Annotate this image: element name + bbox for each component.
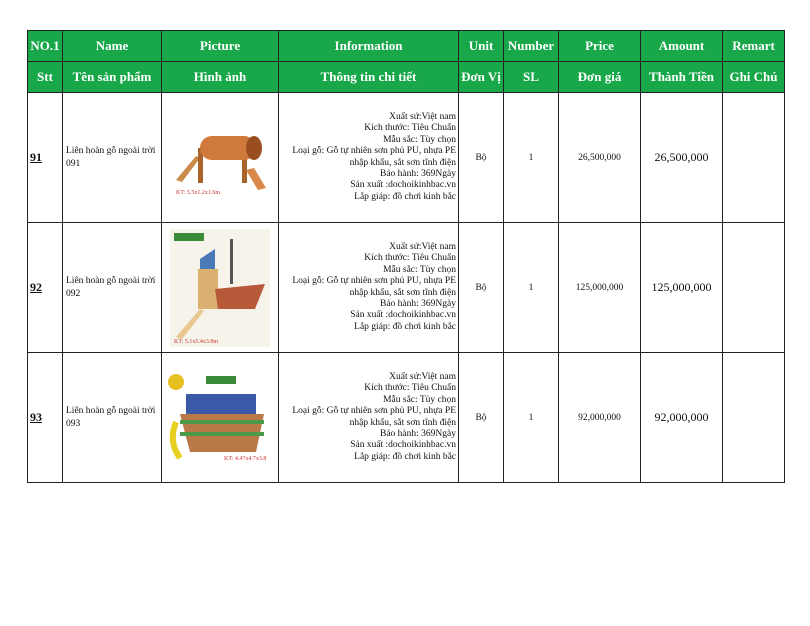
product-picture xyxy=(162,223,279,353)
quantity: 1 xyxy=(504,93,559,223)
unit-price: 125,000,000 xyxy=(559,223,641,353)
info-line: Loại gỗ: Gỗ tự nhiên sơn phủ PU, nhựa PE xyxy=(292,146,456,157)
header-cell: Picture xyxy=(162,31,279,62)
row-number: 92 xyxy=(28,223,63,353)
header-cell: Hình ảnh xyxy=(162,62,279,93)
amount: 26,500,000 xyxy=(641,93,723,223)
info-line: Bảo hành: 369Ngày xyxy=(380,428,456,439)
unit: Bộ xyxy=(459,223,504,353)
info-line: Lắp giáp: đồ chơi kinh bắc xyxy=(354,451,456,462)
info-line: Kích thước: Tiêu Chuẩn xyxy=(364,253,456,264)
quantity: 1 xyxy=(504,353,559,483)
header-cell: Remart xyxy=(723,31,785,62)
header-cell: Thông tin chi tiết xyxy=(279,62,459,93)
picture-caption: KT: 4.47x4.7x3.8 xyxy=(224,455,267,462)
info-line: Bảo hành: 369Ngày xyxy=(380,168,456,179)
unit: Bộ xyxy=(459,93,504,223)
product-table xyxy=(27,30,785,483)
note xyxy=(723,223,785,353)
info-line: Mẫu sắc: Tùy chọn xyxy=(383,394,456,405)
info-line: nhập khẩu, sắt sơn tĩnh điện xyxy=(349,417,456,428)
unit: Bộ xyxy=(459,353,504,483)
product-info xyxy=(279,93,459,223)
info-line: Sản xuất :dochoikinhbac.vn xyxy=(350,440,456,451)
header-cell: Unit xyxy=(459,31,504,62)
row-number: 93 xyxy=(28,353,63,483)
info-line: Kích thước: Tiêu Chuẩn xyxy=(364,383,456,394)
info-line: Kích thước: Tiêu Chuẩn xyxy=(364,123,456,134)
note xyxy=(723,353,785,483)
header-cell: Tên sản phẩm xyxy=(63,62,162,93)
row-number: 91 xyxy=(28,93,63,223)
header-cell: Price xyxy=(559,31,641,62)
table-row xyxy=(28,93,785,223)
info-line: Loại gỗ: Gỗ tự nhiên sơn phủ PU, nhựa PE xyxy=(292,406,456,417)
product-name: Liên hoàn gỗ ngoài trời 091 xyxy=(63,93,162,223)
amount: 125,000,000 xyxy=(641,223,723,353)
header-cell: Name xyxy=(63,31,162,62)
header-row-vi xyxy=(28,62,785,93)
unit-price: 92,000,000 xyxy=(559,353,641,483)
header-cell: Number xyxy=(504,31,559,62)
amount: 92,000,000 xyxy=(641,353,723,483)
product-name: Liên hoàn gỗ ngoài trời 093 xyxy=(63,353,162,483)
info-line: Lắp giáp: đồ chơi kinh bắc xyxy=(354,321,456,332)
info-line: Xuất sứ:Việt nam xyxy=(389,371,456,382)
header-cell: Thành Tiền xyxy=(641,62,723,93)
product-name: Liên hoàn gỗ ngoài trời 092 xyxy=(63,223,162,353)
picture-caption: KT: 5.1x5.4x3.8m xyxy=(174,338,219,345)
header-cell: Ghi Chú xyxy=(723,62,785,93)
info-line: Bảo hành: 369Ngày xyxy=(380,298,456,309)
header-cell: Đơn giá xyxy=(559,62,641,93)
table-row xyxy=(28,353,785,483)
product-picture xyxy=(162,353,279,483)
unit-price: 26,500,000 xyxy=(559,93,641,223)
info-line: Xuất sứ:Việt nam xyxy=(389,111,456,122)
info-line: nhập khẩu, sắt sơn tĩnh điện xyxy=(349,157,456,168)
header-cell: SL xyxy=(504,62,559,93)
product-info xyxy=(279,353,459,483)
product-info xyxy=(279,223,459,353)
table-row xyxy=(28,223,785,353)
info-line: Sản xuất :dochoikinhbac.vn xyxy=(350,180,456,191)
header-row-en xyxy=(28,31,785,62)
header-cell: Amount xyxy=(641,31,723,62)
info-line: nhập khẩu, sắt sơn tĩnh điện xyxy=(349,287,456,298)
info-line: Loại gỗ: Gỗ tự nhiên sơn phủ PU, nhựa PE xyxy=(292,276,456,287)
info-line: Sản xuất :dochoikinhbac.vn xyxy=(350,310,456,321)
picture-caption: KT: 5.5x1.2x1.6m xyxy=(176,189,221,196)
quantity: 1 xyxy=(504,223,559,353)
info-line: Mẫu sắc: Tùy chọn xyxy=(383,134,456,145)
header-cell: Information xyxy=(279,31,459,62)
info-line: Mẫu sắc: Tùy chọn xyxy=(383,264,456,275)
product-picture xyxy=(162,93,279,223)
info-line: Xuất sứ:Việt nam xyxy=(389,241,456,252)
header-cell: Đơn Vị xyxy=(459,62,504,93)
header-cell: Stt xyxy=(28,62,63,93)
header-cell: NO.1 xyxy=(28,31,63,62)
info-line: Lắp giáp: đồ chơi kinh bắc xyxy=(354,191,456,202)
note xyxy=(723,93,785,223)
